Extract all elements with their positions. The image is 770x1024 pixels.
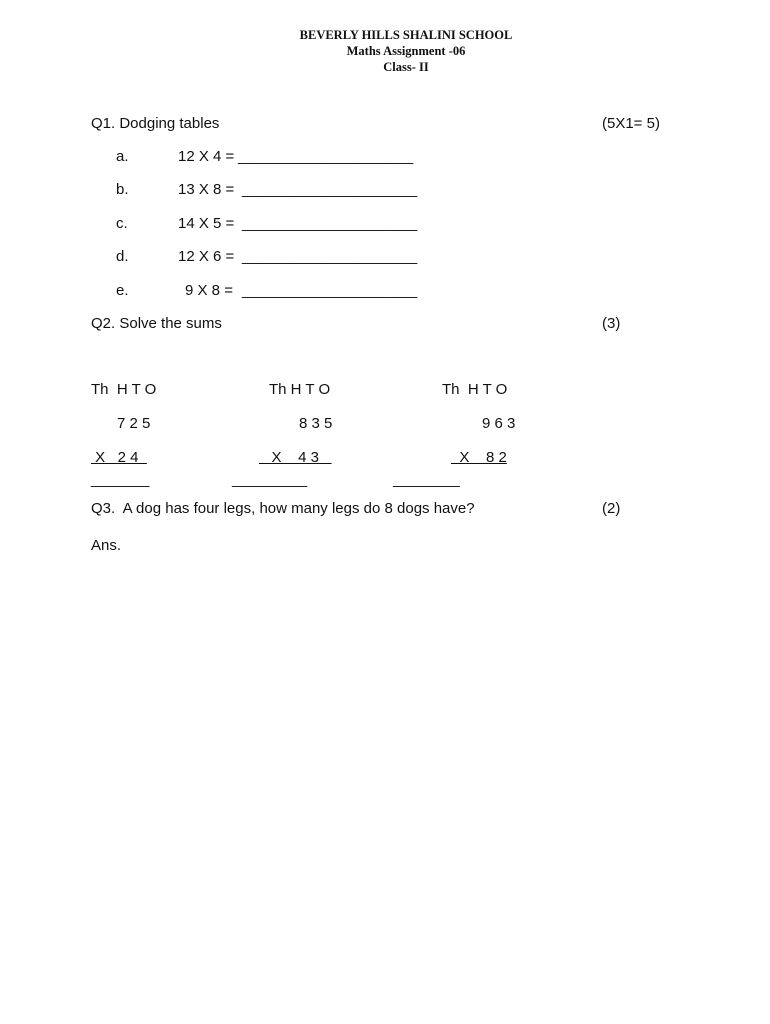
sum-1-place-header: Th H T O: [91, 381, 157, 398]
q1-item-c-label: c.: [116, 215, 128, 232]
q1-marks: (5X1= 5): [602, 115, 660, 132]
q1-item-e-expr: 9 X 8 =: [185, 282, 233, 299]
q1-item-e-label: e.: [116, 282, 129, 299]
q2-marks: (3): [602, 315, 621, 332]
sum-2-answer-line: _________: [232, 471, 308, 488]
sum-2-multiplier: X 4 3: [259, 449, 332, 466]
q1-item-b-expr: 13 X 8 =: [178, 181, 235, 198]
q1-item-b-blank: _____________________: [242, 181, 418, 198]
q2-title: Q2. Solve the sums: [91, 315, 222, 332]
q3-marks: (2): [602, 500, 621, 517]
q3-title: Q3. A dog has four legs, how many legs do 8 dogs have?: [91, 500, 475, 517]
sum-2-place-header: Th H T O: [269, 381, 331, 398]
sum-3-top-number: 9 6 3: [482, 415, 516, 432]
q1-item-d-label: d.: [116, 248, 129, 265]
q1-item-a-label: a.: [116, 148, 129, 165]
sum-1-answer-line: _______: [91, 471, 150, 488]
q1-item-a-blank: _____________________: [238, 148, 414, 165]
q1-item-c-blank: _____________________: [242, 215, 418, 232]
sum-1-top-number: 7 2 5: [117, 415, 151, 432]
sum-1-multiplier: X 2 4: [91, 449, 147, 466]
q1-item-c-expr: 14 X 5 =: [178, 215, 235, 232]
document-header: [0, 27, 770, 75]
sum-3-answer-line: ________: [393, 471, 460, 488]
q1-title: Q1. Dodging tables: [91, 115, 220, 132]
sum-2-top-number: 8 3 5: [299, 415, 333, 432]
class-label: Class- II: [383, 60, 429, 74]
q1-item-e-blank: _____________________: [242, 282, 418, 299]
school-name: BEVERLY HILLS SHALINI SCHOOL: [299, 28, 513, 42]
sum-3-place-header: Th H T O: [442, 381, 508, 398]
q3-answer-label: Ans.: [91, 537, 122, 554]
q1-item-d-expr: 12 X 6 =: [178, 248, 235, 265]
assignment-title: Maths Assignment -06: [346, 44, 466, 58]
q1-item-d-blank: _____________________: [242, 248, 418, 265]
sum-3-multiplier: X 8 2: [451, 449, 507, 466]
q1-item-b-label: b.: [116, 181, 129, 198]
q1-item-a-expr: 12 X 4 =: [178, 148, 235, 165]
